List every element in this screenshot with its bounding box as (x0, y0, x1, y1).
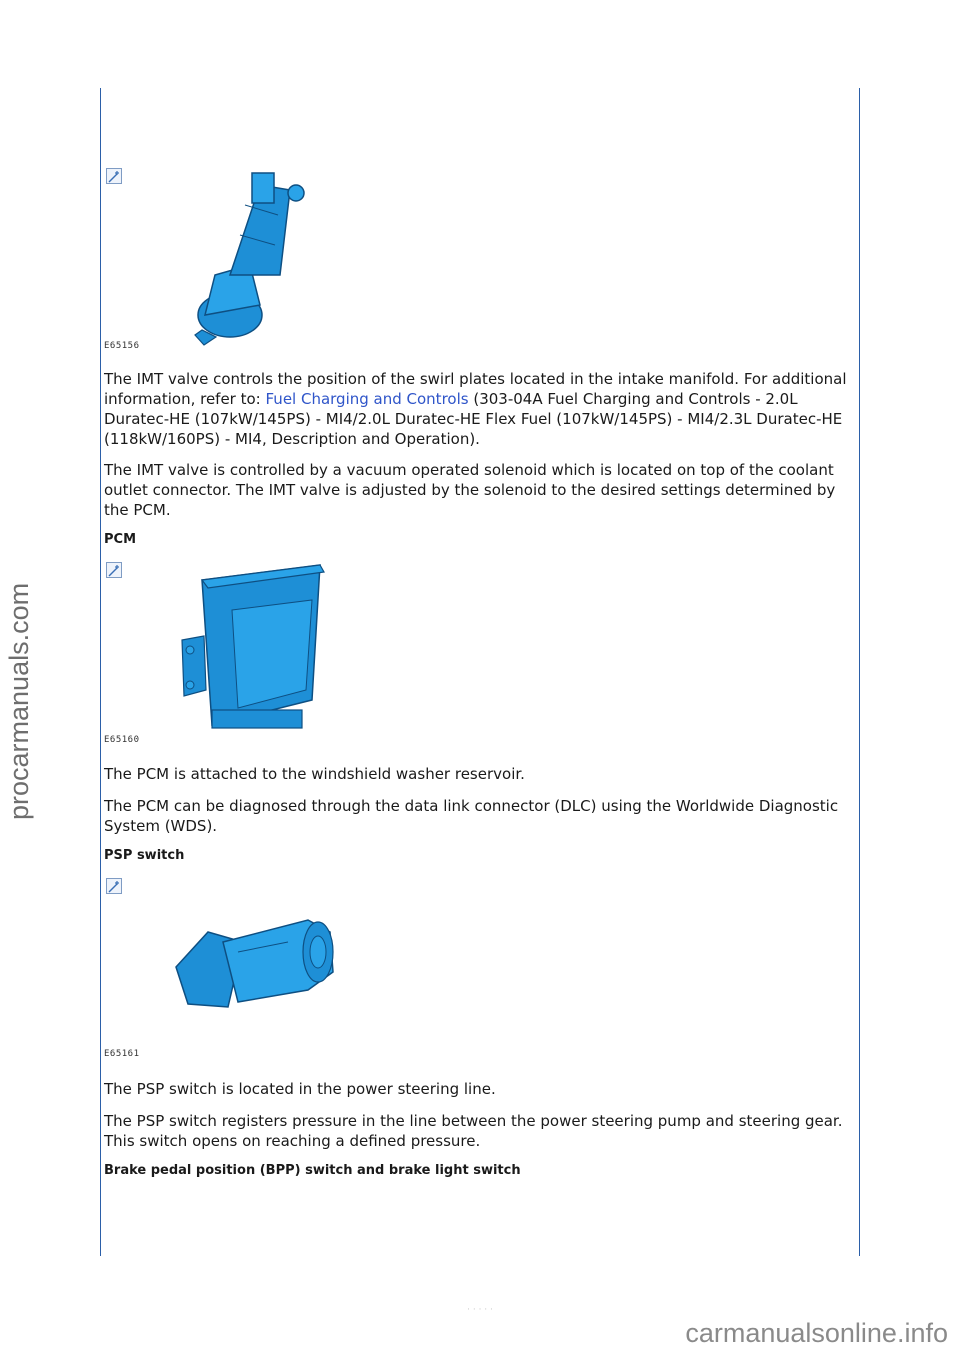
bottom-watermark: carmanualsonline.info (685, 1318, 948, 1348)
zoom-icon[interactable] (106, 168, 122, 184)
imt-valve-image (190, 165, 320, 350)
pcm-paragraph-2: The PCM can be diagnosed through the data link connector (DLC) using the Worldwide Diagnostic System (WDS). (104, 797, 839, 835)
zoom-icon[interactable] (106, 878, 122, 894)
left-margin-rule (100, 88, 101, 1256)
figure-label: E65156 (104, 341, 140, 351)
psp-paragraph-2: The PSP switch registers pressure in the line between the power steering pump and steering gear. This switch opens on reaching a defined pressure. (104, 1112, 843, 1150)
side-watermark: procarmanuals.com (4, 582, 34, 820)
fuel-charging-link[interactable]: Fuel Charging and Controls (265, 390, 469, 408)
psp-paragraph-1: The PSP switch is located in the power steering line. (104, 1080, 496, 1098)
page-footer: · · · · · (467, 1305, 493, 1315)
figure-label: E65160 (104, 735, 140, 745)
psp-heading: PSP switch (104, 848, 185, 863)
right-margin-rule (859, 88, 860, 1256)
psp-switch-image (168, 912, 343, 1022)
pcm-image (172, 560, 332, 735)
zoom-icon[interactable] (106, 562, 122, 578)
bpp-heading: Brake pedal position (BPP) switch and brake light switch (104, 1163, 521, 1178)
pcm-paragraph-1: The PCM is attached to the windshield washer reservoir. (104, 765, 525, 783)
figure-label: E65161 (104, 1049, 140, 1059)
imt-paragraph-2: The IMT valve is controlled by a vacuum operated solenoid which is located on top of the coolant outlet connector. The IMT valve is adjusted by the solenoid to the desired settings determined by the PCM. (104, 461, 836, 519)
pcm-heading: PCM (104, 532, 137, 547)
imt-paragraph-1: The IMT valve controls the position of the swirl plates located in the intake manifold. For additional information, refer to: Fuel Charging and Controls (303-04A Fuel Charging and Controls - 2.0L Duratec-HE (107kW/145PS) - MI4/2.0L Duratec-HE Flex Fuel (107kW/145PS) - MI4/2.3L Duratec-HE (118kW/160PS) - MI4, Description and Operation). (104, 370, 847, 448)
